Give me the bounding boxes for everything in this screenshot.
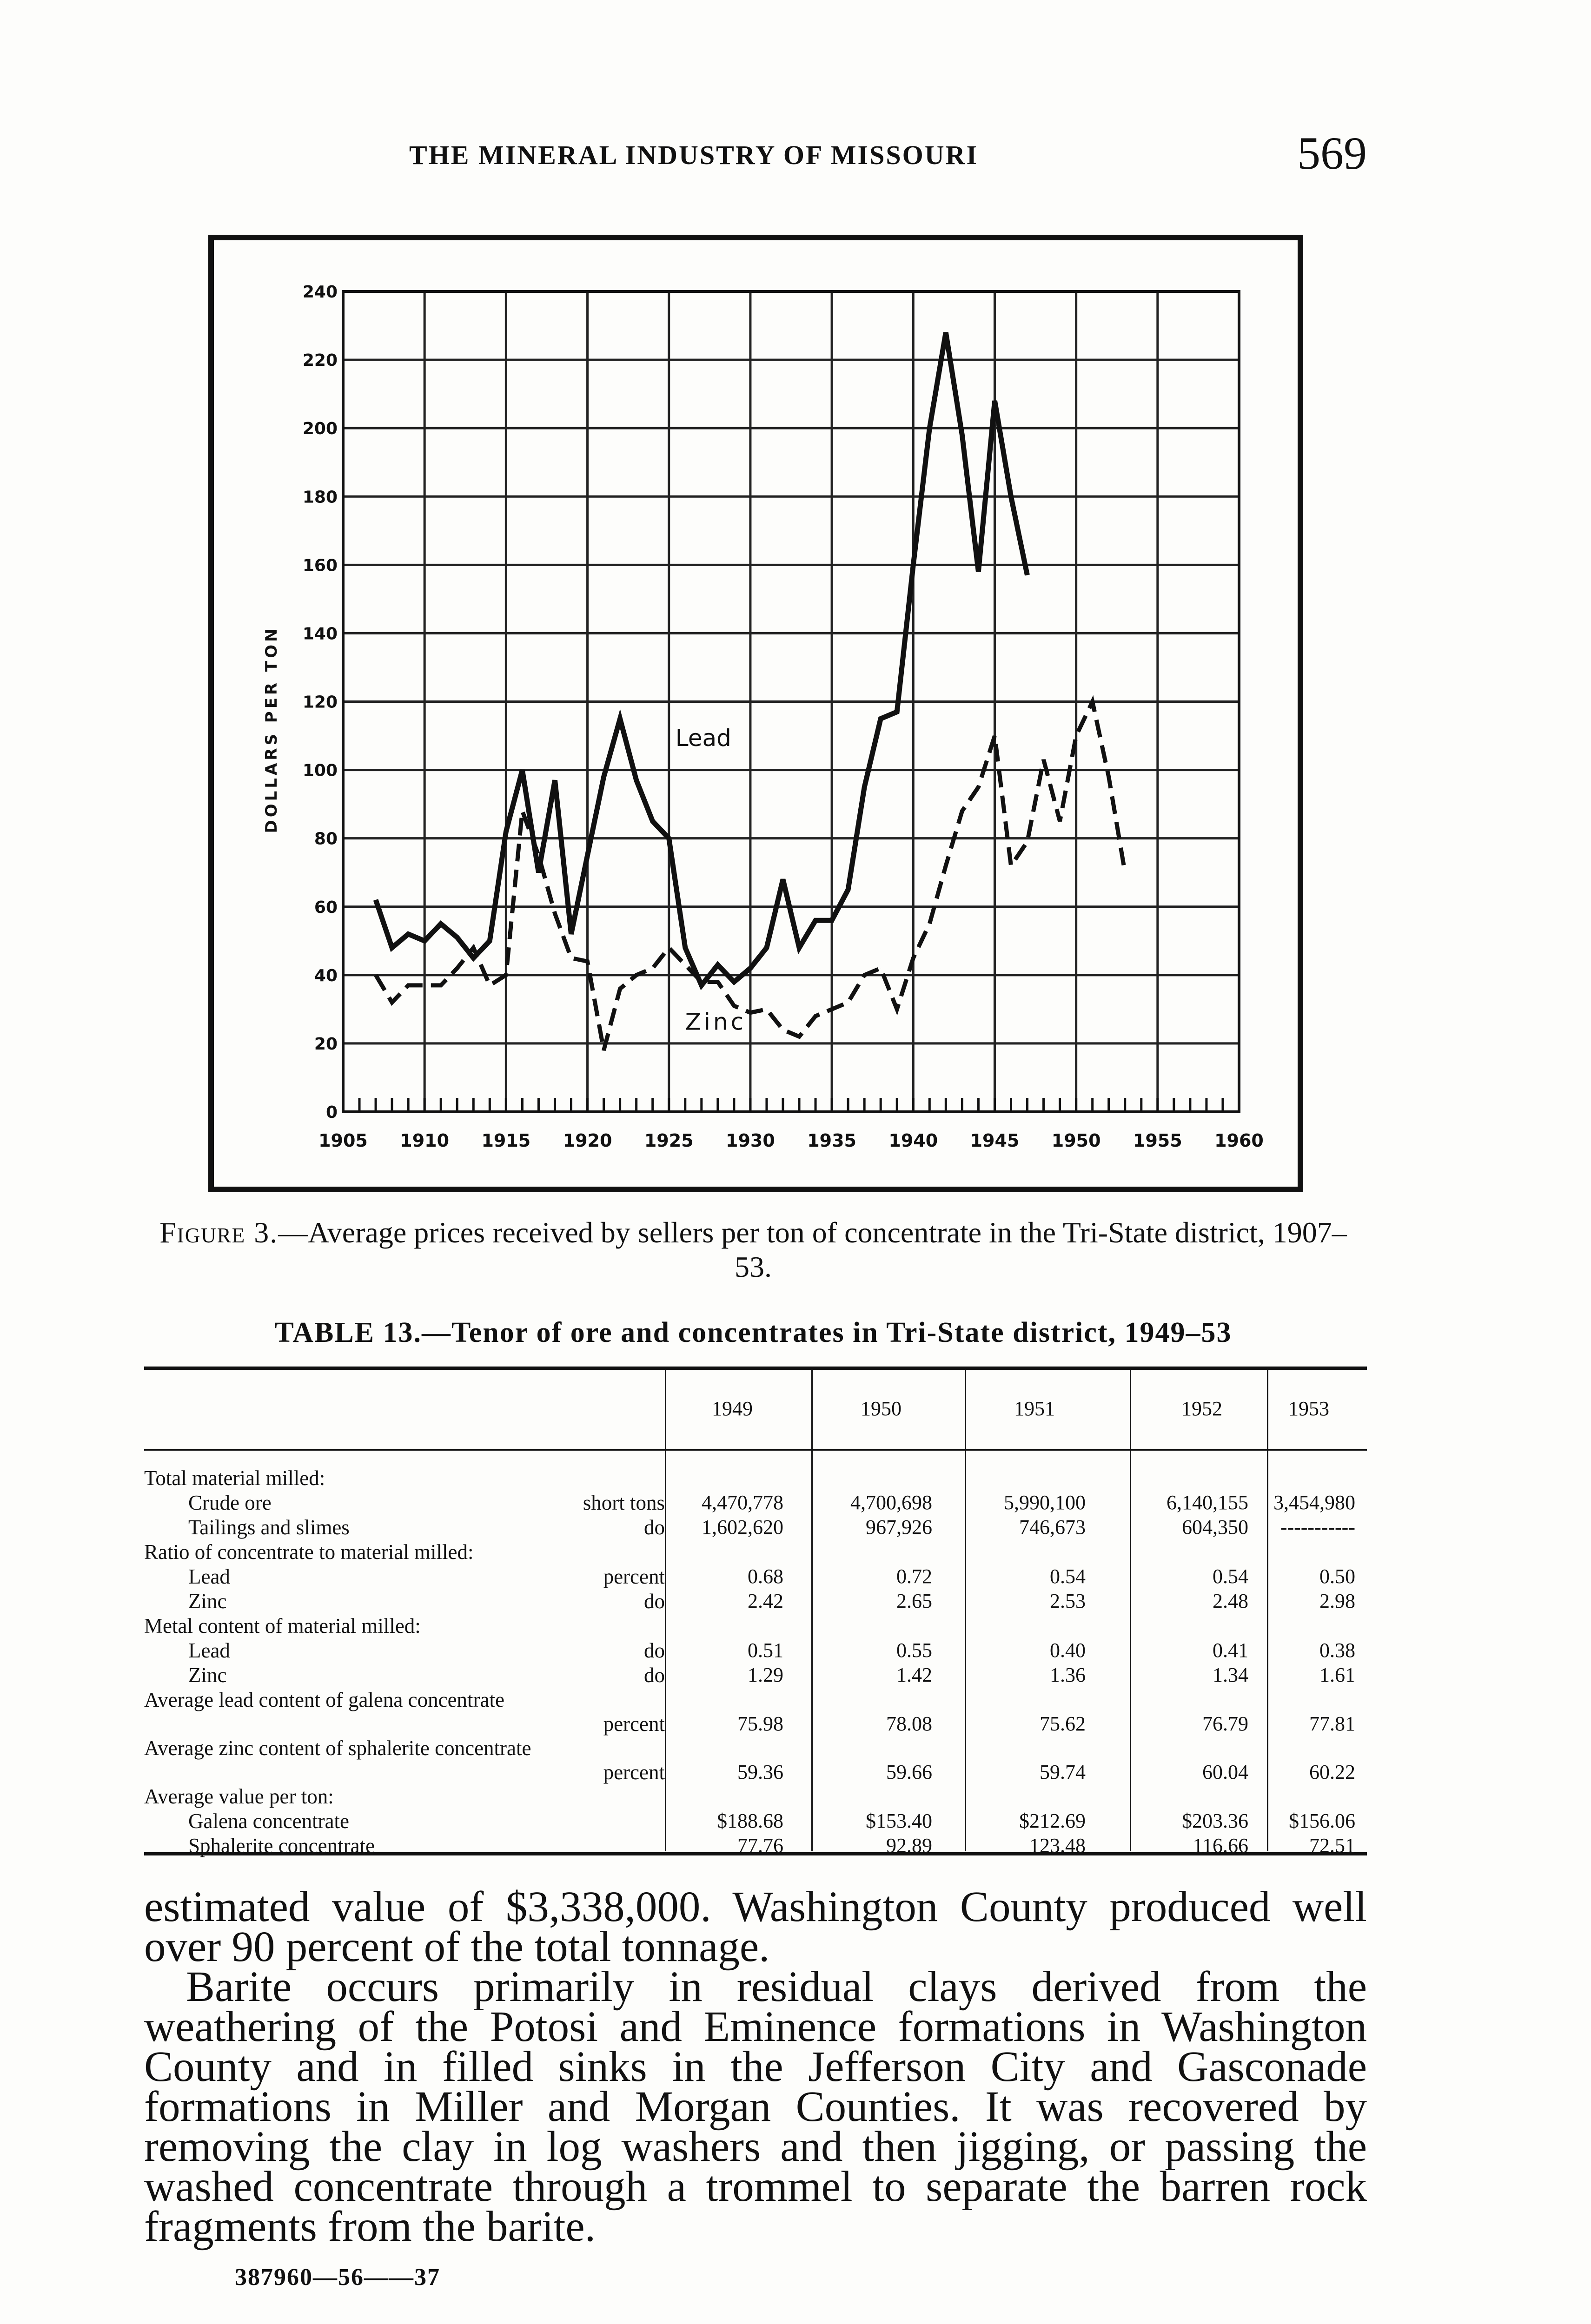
row-label: Sphalerite concentrate: [188, 1834, 375, 1857]
row-label: Lead: [188, 1639, 230, 1662]
row-unit: do: [644, 1639, 665, 1662]
y-axis-label: DOLLARS PER TON: [262, 626, 281, 833]
x-tick-label: 1940: [888, 1130, 938, 1151]
x-tick-label: 1925: [644, 1130, 694, 1151]
price-chart: [214, 240, 1297, 1187]
table-cell: 77.81: [1309, 1712, 1355, 1735]
table-cell: 60.04: [1202, 1761, 1248, 1783]
column-header: 1952: [1181, 1397, 1222, 1420]
table-cell: 116.66: [1193, 1834, 1248, 1857]
x-tick-label: 1955: [1133, 1130, 1182, 1151]
column-header: 1953: [1288, 1397, 1329, 1420]
table-cell: $153.40: [866, 1809, 932, 1832]
x-tick-label: 1960: [1214, 1130, 1264, 1151]
table-cell: 59.66: [886, 1761, 932, 1783]
table-cell: 3,454,980: [1273, 1491, 1355, 1514]
table-cell: $212.69: [1019, 1809, 1086, 1832]
paragraph: estimated value of $3,338,000. Washington County produced well over 90 percent of the total tonnage.: [144, 1883, 1367, 1971]
table-cell: 59.36: [737, 1761, 783, 1783]
row-label: Average lead content of galena concentrate: [144, 1688, 504, 1711]
table-cell: $156.06: [1289, 1809, 1355, 1832]
row-unit: percent: [603, 1565, 665, 1588]
row-label: Ratio of concentrate to material milled:: [144, 1540, 474, 1564]
x-tick-label: 1930: [726, 1130, 775, 1151]
table-cell: 2.53: [1050, 1590, 1086, 1612]
table-rule-top: [144, 1367, 1367, 1370]
y-tick-label: 120: [302, 693, 338, 712]
row-label: Crude ore: [188, 1491, 272, 1514]
y-tick-label: 160: [302, 556, 338, 575]
figure-caption-label: Figure 3.: [159, 1216, 278, 1249]
lead-series-label: Lead: [675, 725, 731, 752]
table-cell: 1.36: [1050, 1664, 1086, 1686]
table-cell: $203.36: [1182, 1809, 1248, 1832]
lead-series-line: [376, 332, 1027, 985]
column-header: 1951: [1014, 1397, 1055, 1420]
table-cell: 967,926: [866, 1516, 932, 1538]
y-tick-label: 240: [302, 283, 338, 302]
zinc-series-label: Zinc: [685, 1008, 747, 1036]
table-cell: 2.65: [896, 1590, 932, 1612]
table-cell: 0.38: [1319, 1639, 1355, 1662]
y-tick-label: 80: [314, 829, 338, 849]
table-cell: 1,602,620: [702, 1516, 783, 1538]
print-code: 387960—56——37: [235, 2264, 440, 2291]
body-text: [144, 1883, 1367, 2251]
row-unit: short tons: [583, 1491, 665, 1514]
row-label: Galena concentrate: [188, 1809, 350, 1833]
y-tick-label: 40: [314, 966, 338, 985]
table-cell: 0.55: [896, 1639, 932, 1662]
table-cell: $188.68: [717, 1809, 783, 1832]
table-cell: 59.74: [1040, 1761, 1086, 1783]
table-cell: -----------: [1280, 1516, 1355, 1538]
x-tick-label: 1910: [400, 1130, 450, 1151]
row-label: Zinc: [188, 1664, 227, 1687]
y-tick-label: 0: [325, 1103, 338, 1122]
row-unit: percent: [603, 1761, 665, 1784]
table-cell: 1.34: [1213, 1664, 1248, 1686]
table-cell: 604,350: [1182, 1516, 1248, 1538]
table-cell: 60.22: [1309, 1761, 1355, 1783]
table-cell: 0.72: [896, 1565, 932, 1588]
figure-caption-text: —Average prices received by sellers per ton of concentrate in the Tri-State district, 1907–53.: [278, 1216, 1347, 1283]
y-tick-label: 20: [314, 1034, 338, 1054]
row-unit: percent: [603, 1712, 665, 1736]
y-tick-label: 60: [314, 898, 338, 917]
table-cell: 0.51: [748, 1639, 783, 1662]
page-number: 569: [1297, 127, 1367, 179]
row-label: Lead: [188, 1565, 230, 1588]
figure-caption: [144, 1215, 1362, 1284]
table-cell: 6,140,155: [1167, 1491, 1248, 1514]
table-cell: 78.08: [886, 1712, 932, 1735]
row-label: Tailings and slimes: [188, 1516, 350, 1539]
row-label: Average value per ton:: [144, 1785, 334, 1808]
table-cell: 72.51: [1309, 1834, 1355, 1857]
x-tick-label: 1915: [481, 1130, 531, 1151]
table-title: TABLE 13.—Tenor of ore and concentrates in Tri-State district, 1949–53: [274, 1317, 1232, 1348]
table-cell: 75.62: [1040, 1712, 1086, 1735]
table-cell: 92.89: [886, 1834, 932, 1857]
table-cell: 75.98: [737, 1712, 783, 1735]
table-cell: 2.48: [1213, 1590, 1248, 1612]
table-cell: 0.68: [748, 1565, 783, 1588]
column-header: 1950: [861, 1397, 902, 1420]
paragraph: Barite occurs primarily in residual clays derived from the weathering of the Potosi and Eminence formations in Washington County and in filled sinks in the Jefferson City and Gasconade formations in Miller and Morgan Counties. It was recovered by removing the clay in log washers and then jigging, or passing the washed concentrate through a trommel to separate the barren rock fragments from the barite.: [144, 1963, 1367, 2251]
y-tick-label: 200: [302, 419, 338, 439]
x-tick-label: 1935: [807, 1130, 856, 1151]
table-cell: 1.42: [896, 1664, 932, 1686]
x-tick-label: 1945: [970, 1130, 1020, 1151]
table-cell: 123.48: [1029, 1834, 1086, 1857]
row-label: Total material milled:: [144, 1466, 325, 1490]
running-title: THE MINERAL INDUSTRY OF MISSOURI: [409, 140, 979, 170]
row-unit: do: [644, 1664, 665, 1687]
table-cell: 4,700,698: [850, 1491, 932, 1514]
column-header: 1949: [712, 1397, 753, 1420]
chart-labels: [262, 283, 1264, 1151]
row-label: Metal content of material milled:: [144, 1614, 421, 1637]
table-cell: 77.76: [737, 1834, 783, 1857]
y-tick-label: 220: [302, 351, 338, 370]
y-tick-label: 180: [302, 488, 338, 507]
table-cell: 5,990,100: [1004, 1491, 1086, 1514]
table-cell: 2.98: [1319, 1590, 1355, 1612]
table-cell: 0.40: [1050, 1639, 1086, 1662]
table-rule-header: [144, 1449, 1367, 1451]
x-tick-label: 1920: [563, 1130, 612, 1151]
table-cell: 746,673: [1019, 1516, 1086, 1538]
x-tick-label: 1950: [1051, 1130, 1101, 1151]
table-cell: 0.50: [1319, 1565, 1355, 1588]
table-cell: 0.41: [1213, 1639, 1248, 1662]
table-cell: 1.61: [1319, 1664, 1355, 1686]
table-cell: 76.79: [1202, 1712, 1248, 1735]
row-label: Average zinc content of sphalerite concentrate: [144, 1736, 531, 1760]
row-label: Zinc: [188, 1590, 227, 1613]
y-tick-label: 100: [302, 761, 338, 780]
x-tick-label: 1905: [318, 1130, 368, 1151]
table-cell: 4,470,778: [702, 1491, 783, 1514]
row-unit: do: [644, 1590, 665, 1613]
table-cell: 0.54: [1213, 1565, 1248, 1588]
y-tick-label: 140: [302, 624, 338, 644]
table-cell: 2.42: [748, 1590, 783, 1612]
row-unit: do: [644, 1516, 665, 1539]
chart-grid: [343, 291, 1239, 1112]
table-cell: 1.29: [748, 1664, 783, 1686]
table-cell: 0.54: [1050, 1565, 1086, 1588]
